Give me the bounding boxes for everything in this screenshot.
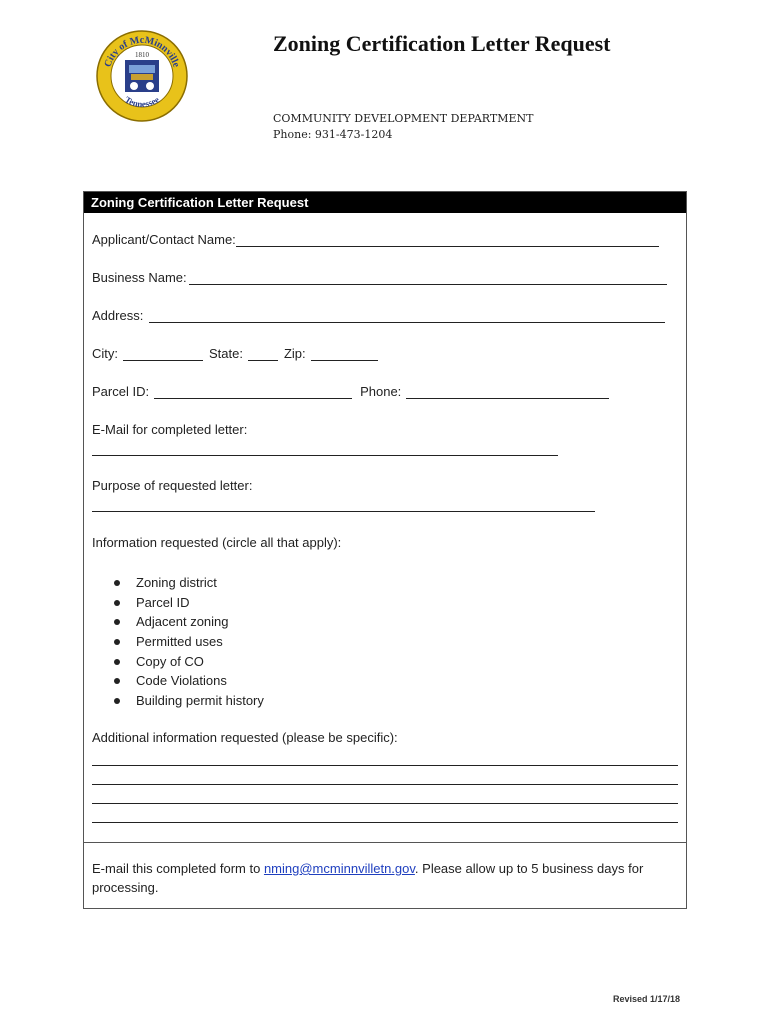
list-item[interactable]: Building permit history [114, 691, 264, 711]
info-requested-label: Information requested (circle all that apply): [92, 535, 342, 550]
additional-info-label: Additional information requested (please be specific): [92, 730, 398, 745]
bullet-icon [114, 580, 120, 586]
purpose-field[interactable] [92, 511, 595, 512]
list-item[interactable]: Permitted uses [114, 632, 264, 652]
revision-date: Revised 1/17/18 [613, 994, 681, 1004]
zip-field[interactable] [311, 347, 378, 361]
list-item[interactable]: Zoning district [114, 573, 264, 593]
bullet-icon [114, 639, 120, 645]
submission-email-link[interactable]: nming@mcminnvilletn.gov [263, 861, 415, 876]
additional-info-line-2[interactable] [92, 784, 678, 785]
city-field[interactable] [123, 347, 203, 361]
zip-label: Zip: [283, 346, 306, 361]
bullet-icon [114, 619, 120, 625]
parcel-label: Parcel ID: [92, 384, 150, 399]
bullet-icon [114, 600, 120, 606]
applicant-row [92, 232, 659, 247]
address-row [92, 308, 665, 323]
applicant-field[interactable] [236, 233, 659, 247]
city-state-zip-row [92, 346, 378, 361]
phone-field[interactable] [406, 385, 609, 399]
list-item[interactable]: Adjacent zoning [114, 612, 264, 632]
list-item[interactable]: Copy of CO [114, 652, 264, 672]
svg-text:Tennessee: Tennessee [122, 94, 162, 110]
department-name: COMMUNITY DEVELOPMENT DEPARTMENT [273, 112, 534, 125]
city-seal-logo [96, 30, 188, 122]
city-label: City: [92, 346, 118, 361]
email-label: E-Mail for completed letter: [92, 422, 248, 437]
applicant-label: Applicant/Contact Name: [92, 232, 236, 247]
business-label: Business Name: [92, 270, 187, 285]
request-form [83, 191, 687, 909]
email-field[interactable] [92, 455, 558, 456]
address-field[interactable] [149, 309, 665, 323]
parcel-field[interactable] [154, 385, 352, 399]
form-section-title: Zoning Certification Letter Request [84, 192, 686, 213]
purpose-label: Purpose of requested letter: [92, 478, 253, 493]
page-title: Zoning Certification Letter Request [273, 31, 611, 56]
footer-divider [84, 842, 686, 843]
phone-label: Phone: [360, 384, 402, 399]
additional-info-line-4[interactable] [92, 822, 678, 823]
additional-info-line-3[interactable] [92, 803, 678, 804]
business-row [92, 270, 667, 285]
list-item[interactable]: Parcel ID [114, 593, 264, 613]
svg-text:1810: 1810 [135, 51, 149, 59]
department-phone: Phone: 931-473-1204 [273, 128, 393, 141]
svg-text:City of McMinnville: City of McMinnville [102, 34, 182, 69]
department-info [273, 111, 533, 143]
submission-instructions: E-mail this completed form to nming@mcminnvilletn.gov. Please allow up to 5 business days for processing. [92, 861, 644, 895]
list-item[interactable]: Code Violations [114, 671, 264, 691]
info-options-list [114, 573, 264, 711]
address-label: Address: [92, 308, 144, 323]
state-label: State: [209, 346, 243, 361]
bullet-icon [114, 698, 120, 704]
business-field[interactable] [189, 271, 667, 285]
bullet-icon [114, 678, 120, 684]
parcel-phone-row [92, 384, 609, 399]
bullet-icon [114, 659, 120, 665]
additional-info-line-1[interactable] [92, 765, 678, 766]
state-field[interactable] [248, 347, 278, 361]
